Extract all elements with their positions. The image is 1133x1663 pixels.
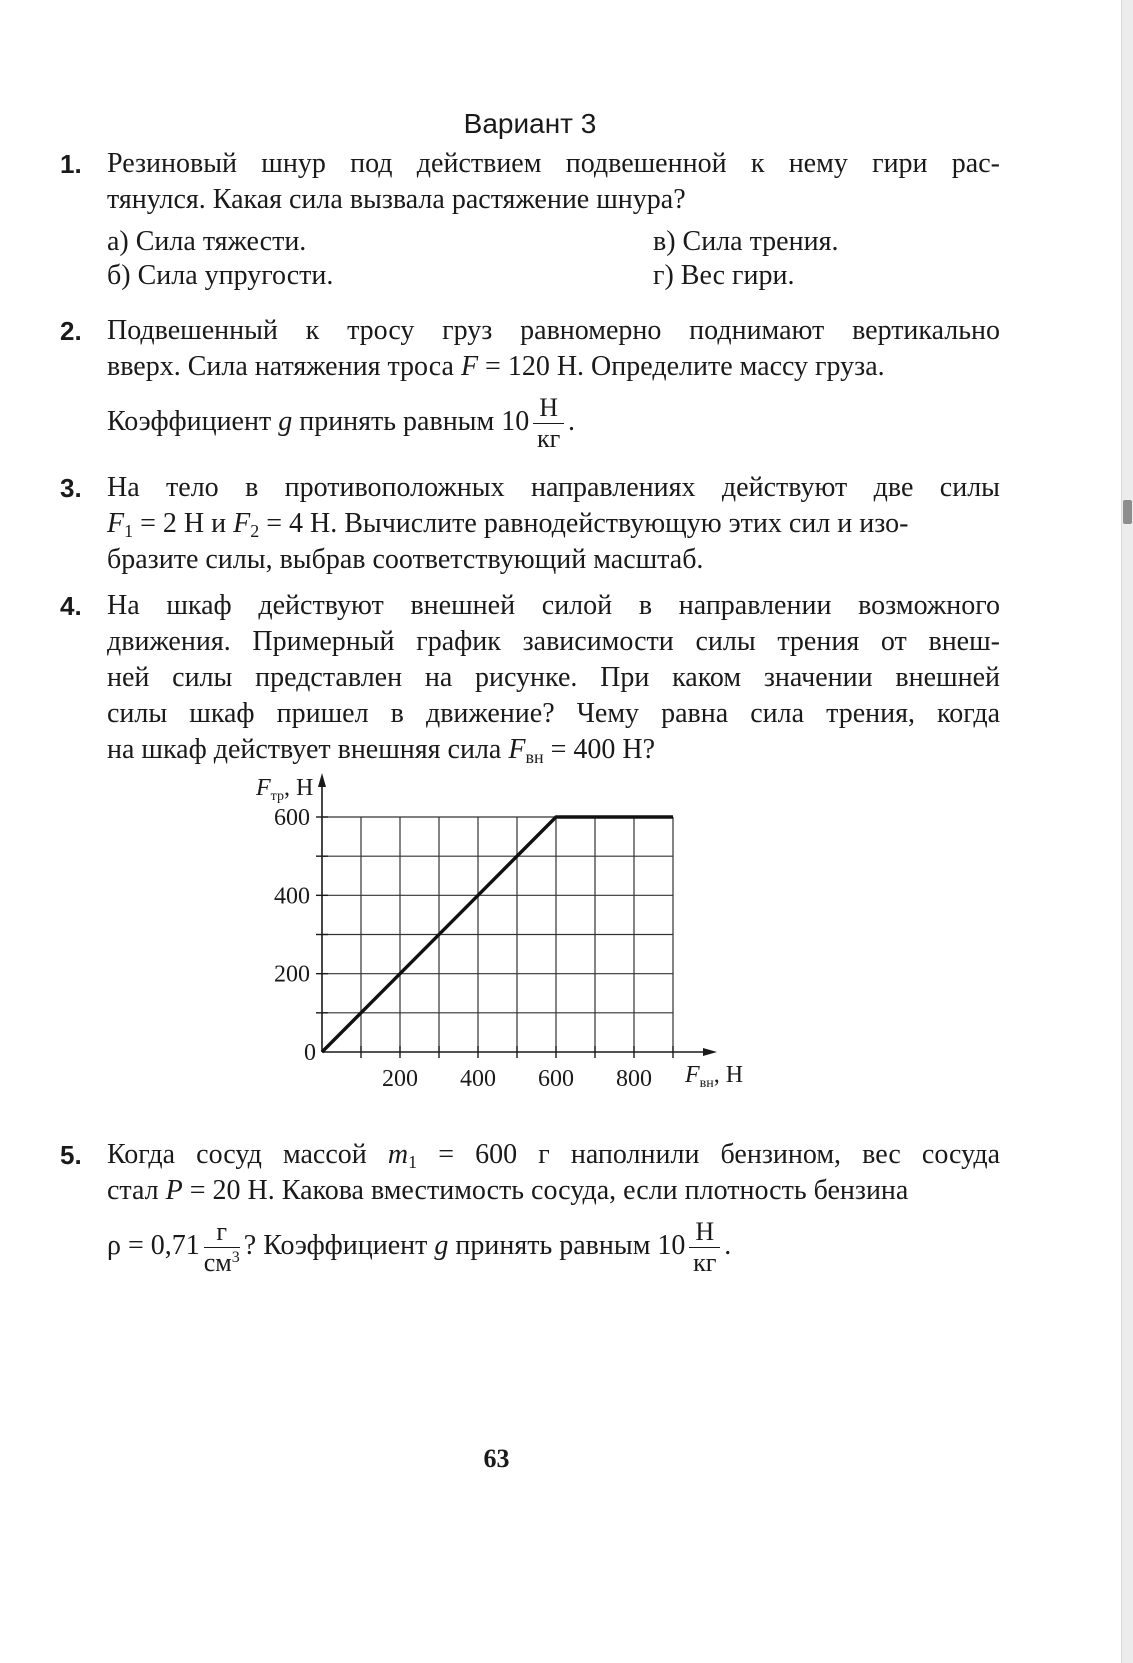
text-run: = 600 г наполнили бензином, вес сосуда [417, 1139, 1000, 1170]
text-run: на шкаф действует внешняя сила [107, 734, 509, 765]
variant-title: Вариант 3 [463, 108, 597, 139]
task-line: На шкаф действуют внешней силой в направлении возможного [107, 590, 1000, 621]
task-line: Подвешенный к тросу груз равномерно поднимают вертикально [107, 315, 1000, 346]
var-m1: m [387, 1139, 409, 1170]
option-b: б) Сила упругости. [107, 260, 334, 291]
subscript: вн [525, 747, 544, 767]
task-text [107, 1137, 1000, 1277]
option-a: а) Сила тяжести. [107, 226, 307, 257]
task-line [107, 1137, 1000, 1173]
fraction-denominator: кг [536, 424, 561, 453]
fraction-numerator: г [204, 1219, 240, 1248]
text-run: ρ = 0,71 [107, 1229, 200, 1261]
task-line: бразите силы, выбрав соответствующий масштаб. [107, 544, 704, 575]
text-run: см [203, 1248, 232, 1277]
origin-label: 0 [304, 1040, 316, 1066]
text-run: = 4 Н. Вычислите равнодействующую этих сил и изо- [259, 508, 909, 539]
task-line: движения. Примерный график зависимости силы трения от внеш- [107, 626, 1000, 657]
task-number: 4. [60, 591, 82, 621]
task-line: Резиновый шнур под действием подвешенной к нему гири рас- [107, 148, 1000, 179]
subscript: 2 [250, 521, 260, 541]
fraction-numerator: Н [689, 1219, 720, 1248]
text-run: . [568, 405, 575, 437]
task-line: ней силы представлен на рисунке. При каком значении внешней [107, 662, 1000, 693]
task-line: тянулся. Какая сила вызвала растяжение шнура? [107, 184, 686, 215]
text-run: принять равным 10 [292, 405, 530, 437]
y-axis-title: $F_{тр}$, Н [256, 775, 314, 804]
fraction-denominator: кг [693, 1248, 717, 1277]
x-tick-label: 600 [538, 1066, 574, 1092]
fraction-n-per-kg [689, 1219, 720, 1276]
text-run: = 2 Н и [133, 508, 234, 539]
task-line [107, 1173, 1000, 1209]
task-line [107, 1217, 1000, 1277]
text-run: = 120 Н. Определите массу груза. [478, 351, 885, 382]
var-g: g [278, 405, 293, 437]
x-tick-label: 800 [616, 1066, 652, 1092]
fraction-denominator [204, 1248, 240, 1276]
var-f2: F [233, 508, 251, 539]
text-run: вверх. Сила натяжения троса [107, 351, 461, 382]
subscript: 1 [124, 521, 134, 541]
task-line: силы шкаф пришел в движение? Чему равна сила трения, когда [107, 698, 1000, 729]
task-number: 5. [60, 1140, 82, 1170]
option-g: г) Вес гири. [653, 260, 795, 291]
var-f: F [460, 351, 479, 382]
x-axis-arrow [703, 1048, 717, 1056]
task-line: На тело в противоположных направлениях действуют две силы [107, 472, 1000, 503]
y-tick-label: 400 [274, 883, 310, 910]
y-axis-arrow [318, 773, 326, 787]
x-axis-title: $F_{вн}$, Н [685, 1062, 744, 1091]
y-tick-label: 600 [274, 805, 310, 831]
task-number: 2. [60, 316, 82, 346]
y-tick-label: 200 [274, 961, 310, 988]
var-f1: F [107, 508, 125, 539]
text-run: ? Коэффициент [243, 1229, 435, 1261]
superscript: 3 [231, 1249, 240, 1266]
fraction-g-per-cm3 [204, 1219, 240, 1276]
chart-grid [322, 817, 673, 1052]
page-number: 63 [483, 1444, 510, 1473]
x-tick-label: 400 [460, 1066, 496, 1092]
text-run: принять равным 10 [448, 1229, 686, 1261]
text-run: = 20 Н. Какова вместимость сосуда, если плотность бензина [182, 1175, 909, 1206]
text-run: . [724, 1229, 732, 1261]
var-f-vn: F [508, 734, 526, 765]
var-g: g [434, 1229, 449, 1261]
x-tick-label: 200 [382, 1066, 418, 1092]
task-number: 3. [60, 473, 82, 503]
subscript: 1 [408, 1152, 418, 1172]
option-v: в) Сила трения. [653, 226, 839, 257]
text-run: Когда сосуд массой [107, 1139, 388, 1170]
task-number: 1. [60, 149, 82, 179]
fraction-numerator: Н [533, 395, 564, 424]
var-p: P [165, 1175, 183, 1206]
text-run: Коэффициент [107, 405, 279, 437]
text-run: = 400 Н? [543, 734, 656, 765]
text-run: стал [107, 1175, 166, 1206]
